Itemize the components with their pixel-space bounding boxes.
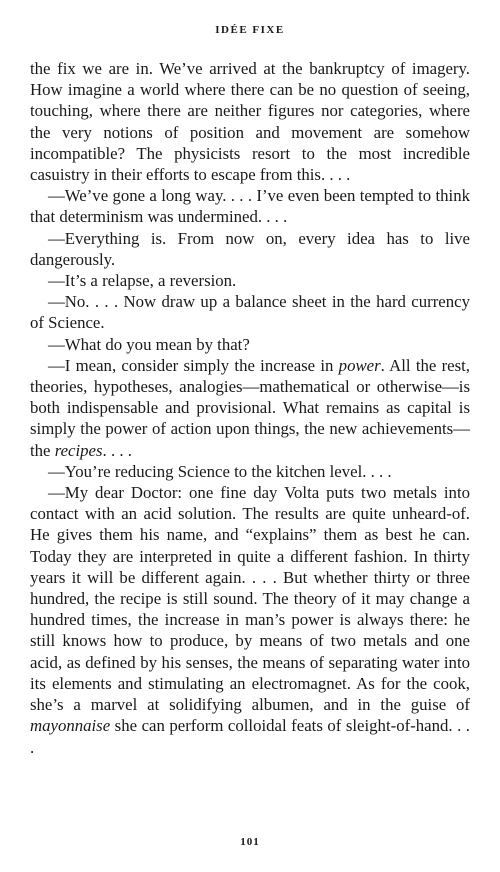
paragraph-9: —My dear Doctor: one fine day Volta puts two metals into contact with an acid solution. The results are quite unheard-of. He gives them his name, and “explains” them as best he can. Today they are interpreted in quite a different fashion. In thirty years it will be different again. . . . But whether thirty or three hundred, the recipe is still sound. The theory of it may change a hundred times, the increase in man’s power is always there: he still knows how to produce, by means of two metals and one acid, as defined by his senses, the means of separating water into its elements and stimulating an electromagnet. As for the cook, she’s a marvel at solidifying albumen, and in the guise of mayonnaise she can perform colloidal feats of sleight-of-hand. . . . xyxy=(30,483,470,757)
paragraph-1: the fix we are in. We’ve arrived at the bankruptcy of imagery. How imagine a world where there can be no question of seeing, touching, where there are neither figures nor categories, where the very notions of position and movement are somehow incompatible? The physicists resort to the most incredible casuistry in their efforts to escape from this. . . . xyxy=(30,59,470,185)
emphasis-power: power xyxy=(338,355,381,375)
emphasis-recipes: recipes xyxy=(54,440,103,460)
emphasis-mayonnaise: mayonnaise xyxy=(30,716,111,736)
paragraph-6: —What do you mean by that? xyxy=(48,334,250,354)
body-text xyxy=(30,58,470,758)
paragraph-4: —It’s a relapse, a reversion. xyxy=(48,271,237,291)
running-head: IDÉE FIXE xyxy=(215,24,285,36)
page-number: 101 xyxy=(240,836,260,848)
paragraph-3: —Everything is. From now on, every idea has to live dangerously. xyxy=(30,228,470,269)
paragraph-8: —You’re reducing Science to the kitchen level. . . . xyxy=(48,461,392,481)
paragraph-7: —I mean, consider simply the increase in power. All the rest, theories, hypotheses, analogies—mathematical or otherwise—is both indispensable and provisional. What remains as capital is simply the power of action upon things, the new achievements—the recipes. . . . xyxy=(30,355,470,460)
paragraph-2: —We’ve gone a long way. . . . I’ve even been tempted to think that determinism was undermined. . . . xyxy=(30,186,470,227)
paragraph-5: —No. . . . Now draw up a balance sheet in the hard currency of Science. xyxy=(30,292,470,333)
